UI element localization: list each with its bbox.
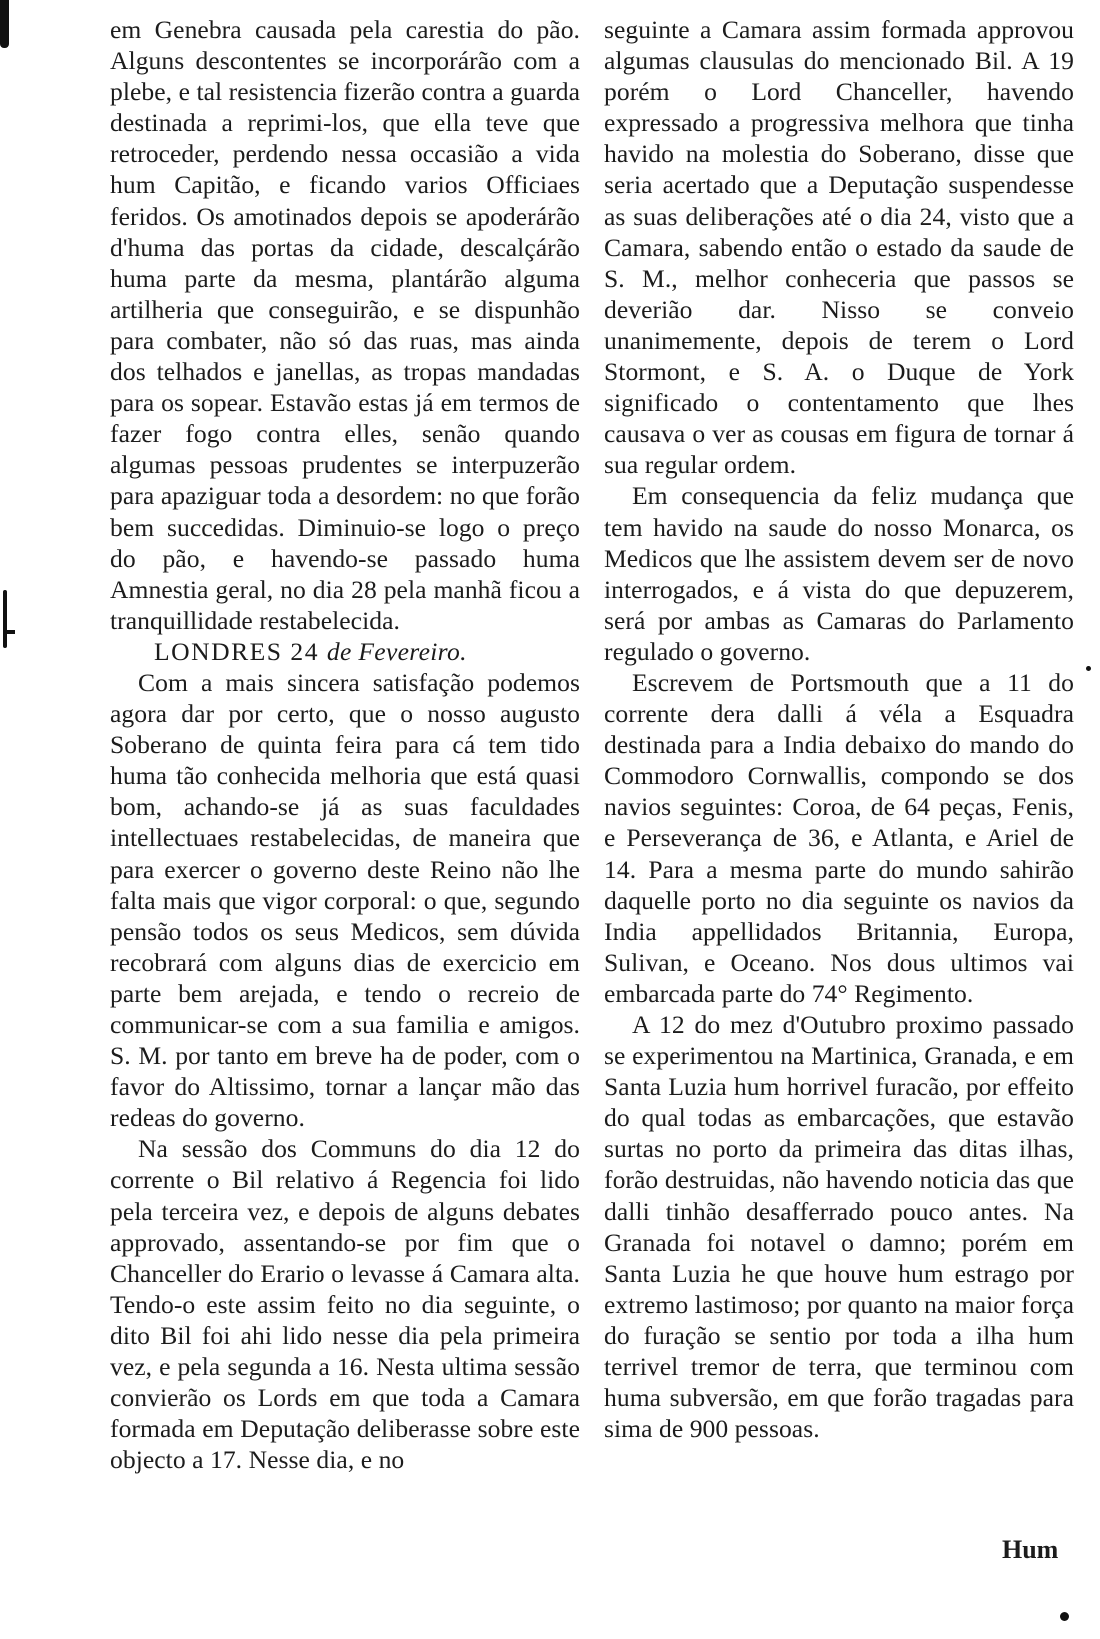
regency-bill-continuation-paragraph: seguinte a Camara assim formada approvou algumas clausulas do mencionado Bil. A 19 porém o Lord Chanceller, havendo expressado a progressiva melhora que tinha havido na molestia do Soberano, disse que seria acertado que a Deputação suspendesse as suas deliberações até o dia 24, visto que a Camara, sabendo então o estado da saude de S. M., melhor conheceria que passos se deverião dar. Nisso se conveio unanimemente, depois de terem o Lord Stormont, e S. A. o Duque de York significado o contentamento que lhes causava o ver as cousas em figura de tornar á sua regular ordem. bbox=[604, 15, 1074, 480]
king-recovery-paragraph: Com a mais sincera satisfação podemos agora dar por certo, que o nosso augusto Soberano de quinta feira para cá tem tido huma tão conhecida melhoria que está quasi bom, achando-se já as suas faculdades intellectuaes restabelecidas, de maneira que para exercer o governo deste Reino não lhe falta mais que vigor corporal: o que, segundo pensão todos os seus Medicos, sem dúvida recobrará com alguns dias de exercicio em parte bem arejada, e tendo o recreio de communicar-se com a sua familia e amigos. S. M. por tanto em breve ha de poder, com o favor do Altissimo, tornar a lançar mão das redeas do governo. bbox=[110, 667, 580, 1133]
dateline-city: LONDRES 24 bbox=[154, 636, 320, 666]
catchword: Hum bbox=[1002, 1535, 1059, 1564]
margin-brace-tick bbox=[6, 630, 15, 634]
london-dateline-heading bbox=[110, 636, 580, 667]
corner-dot-mark bbox=[1060, 1612, 1069, 1621]
squadron-paragraph: Escrevem de Portsmouth que a 11 do corrente dera dalli á véla a Esquadra destinada para a India debaixo do mando do Commodoro Cornwallis, compondo se dos navios seguintes: Coroa, de 64 peças, Fenis, e Perseverança de 36, e Atlanta, e Ariel de 14. Para a mesma parte do mundo sahirão daquelle porto no dia seguinte os navios da India appellidados Britannia, Europa, Sulivan, e Oceano. Nos dous ultimos vai embarcada parte do 74° Regimento. bbox=[604, 667, 1074, 1008]
physicians-paragraph: Em consequencia da feliz mudança que tem havido na saude do nosso Monarca, os Medicos que lhe assistem devem ser de novo interrogados, e á vista do que depuzerem, será por ambas as Camaras do Parlamento regulado o governo. bbox=[604, 481, 1074, 666]
right-column bbox=[604, 14, 1074, 1444]
hurricane-paragraph: A 12 do mez d'Outubro proximo passado se experimentou na Martinica, Granada, e em Santa Luzia hum horrivel furacão, por effeito do qual todas as embarcações, que estavão surtas no porto da primeira das ditas ilhas, forão destruidas, não havendo noticia das que dalli tinhão desafferrado pouco antes. Na Granada foi notavel o damno; porém em Santa Luzia he que houve hum estrago por extremo lastimoso; por quanto na maior força do furação se sentio por toda a ilha hum terrivel tremor de terra, que terminou com huma subversão, em que forão tragadas para sima de 900 pessoas. bbox=[604, 1010, 1074, 1444]
margin-brace-mark bbox=[3, 590, 7, 648]
left-column bbox=[110, 14, 580, 1475]
geneva-riot-paragraph: em Genebra causada pela carestia do pão. Alguns descontentes se incorporárão com a plebe, e tal resistencia fizerão contra a guarda destinada a reprimi-los, que ella teve que retroceder, perdendo nessa occasião a vida hum Capitão, e ficando varios Officiaes feridos. Os amotinados depois se apoderárão d'huma das portas da cidade, descalçárão huma parte da mesma, plantárão alguma artilheria que conseguirão, e se dispunhão para combater, não só das ruas, mas ainda dos telhados e janellas, as tropas mandadas para os sopear. Estavão estas já em termos de fazer fogo contra elles, senão quando algumas pessoas prudentes se interpuzerão para apaziguar toda a desordem: no que forão bem succedidas. Diminuio-se logo o preço do pão, e havendo-se passado huma Amnestia geral, no dia 28 pela manhã ficou a tranquillidade restabelecida. bbox=[110, 15, 580, 635]
margin-dot-mark bbox=[1086, 666, 1091, 671]
dateline-date: de Fevereiro. bbox=[326, 636, 467, 666]
scan-edge-mark bbox=[0, 0, 9, 48]
regency-bill-paragraph: Na sessão dos Communs do dia 12 do corrente o Bil relativo á Regencia foi lido pela terceira vez, e depois de alguns debates approvado, assentando-se por fim que o Chanceller do Erario o levasse á Camara alta. Tendo-o este assim feito no dia seguinte, o dito Bil foi ahi lido nesse dia pela primeira vez, e pela segunda a 16. Nesta ultima sessão convierão os Lords em que toda a Camara formada em Deputação deliberasse sobre este objecto a 17. Nesse dia, e no bbox=[110, 1134, 580, 1475]
